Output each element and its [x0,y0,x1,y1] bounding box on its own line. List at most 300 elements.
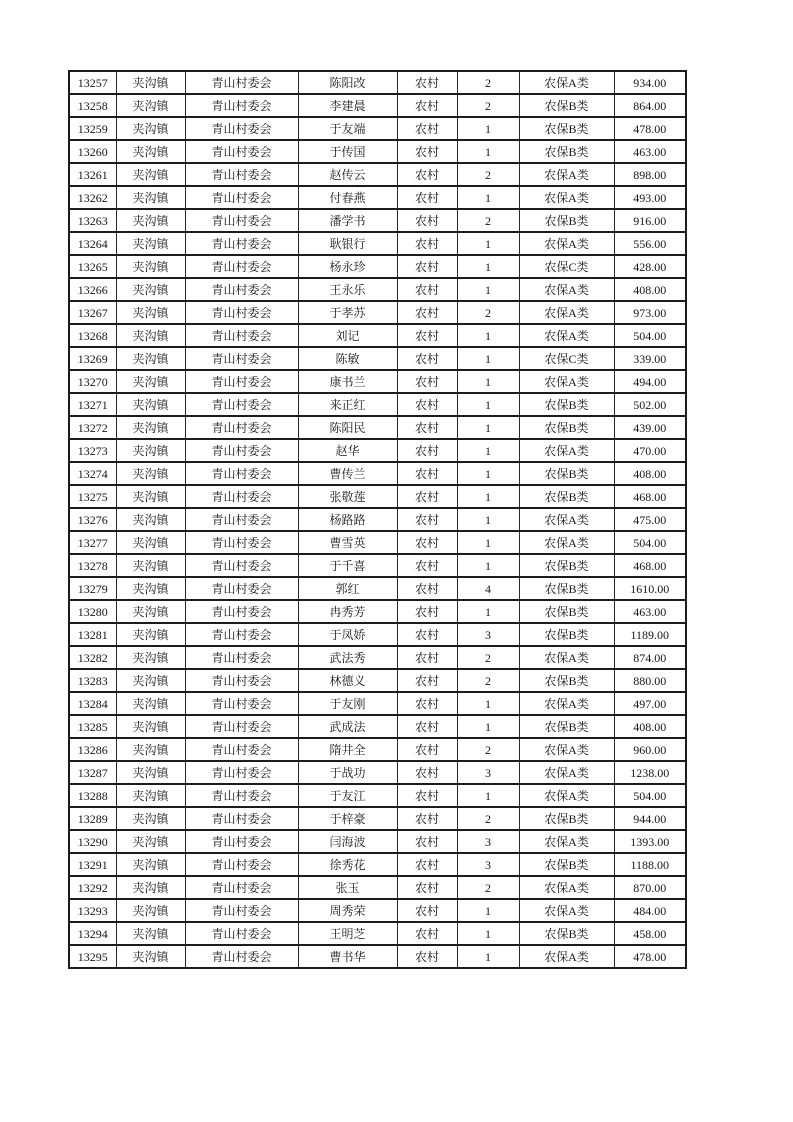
cell-serial: 13287 [69,761,116,784]
cell-count: 1 [457,416,519,439]
cell-serial: 13284 [69,692,116,715]
cell-serial: 13271 [69,393,116,416]
cell-town: 夹沟镇 [116,232,185,255]
cell-name: 于凤娇 [298,623,397,646]
table-row [69,439,686,462]
cell-village: 青山村委会 [185,186,298,209]
cell-town: 夹沟镇 [116,439,185,462]
cell-category: 农村 [397,209,457,232]
cell-count: 1 [457,945,519,968]
cell-town: 夹沟镇 [116,531,185,554]
cell-village: 青山村委会 [185,393,298,416]
cell-category: 农村 [397,669,457,692]
cell-town: 夹沟镇 [116,508,185,531]
cell-name: 杨永珍 [298,255,397,278]
table-row [69,209,686,232]
cell-village: 青山村委会 [185,876,298,899]
cell-town: 夹沟镇 [116,623,185,646]
cell-name: 于传国 [298,140,397,163]
cell-amount: 1189.00 [614,623,686,646]
cell-category: 农村 [397,324,457,347]
cell-count: 2 [457,807,519,830]
cell-serial: 13273 [69,439,116,462]
cell-village: 青山村委会 [185,761,298,784]
cell-name: 于友刚 [298,692,397,715]
cell-count: 1 [457,370,519,393]
cell-village: 青山村委会 [185,945,298,968]
cell-count: 2 [457,71,519,94]
table-row [69,600,686,623]
table-row [69,186,686,209]
cell-type: 农保A类 [519,646,614,669]
cell-type: 农保A类 [519,163,614,186]
cell-count: 3 [457,830,519,853]
table-row [69,577,686,600]
cell-name: 林德义 [298,669,397,692]
cell-serial: 13294 [69,922,116,945]
cell-type: 农保B类 [519,554,614,577]
cell-count: 1 [457,278,519,301]
cell-town: 夹沟镇 [116,830,185,853]
cell-type: 农保A类 [519,278,614,301]
cell-name: 王永乐 [298,278,397,301]
cell-count: 1 [457,140,519,163]
cell-type: 农保B类 [519,416,614,439]
cell-serial: 13276 [69,508,116,531]
cell-name: 隋井全 [298,738,397,761]
cell-serial: 13261 [69,163,116,186]
cell-type: 农保B类 [519,140,614,163]
cell-serial: 13277 [69,531,116,554]
table-row [69,554,686,577]
table-row [69,922,686,945]
cell-village: 青山村委会 [185,347,298,370]
cell-type: 农保A类 [519,899,614,922]
cell-town: 夹沟镇 [116,876,185,899]
cell-type: 农保A类 [519,439,614,462]
table-row [69,324,686,347]
cell-count: 1 [457,255,519,278]
cell-town: 夹沟镇 [116,692,185,715]
cell-serial: 13268 [69,324,116,347]
cell-amount: 497.00 [614,692,686,715]
cell-amount: 470.00 [614,439,686,462]
cell-town: 夹沟镇 [116,393,185,416]
cell-name: 李建晨 [298,94,397,117]
cell-type: 农保B类 [519,577,614,600]
cell-category: 农村 [397,784,457,807]
cell-amount: 1393.00 [614,830,686,853]
cell-count: 1 [457,462,519,485]
cell-village: 青山村委会 [185,232,298,255]
cell-category: 农村 [397,278,457,301]
cell-town: 夹沟镇 [116,255,185,278]
cell-name: 于梓豪 [298,807,397,830]
cell-type: 农保A类 [519,531,614,554]
cell-type: 农保B类 [519,807,614,830]
cell-type: 农保A类 [519,945,614,968]
cell-amount: 870.00 [614,876,686,899]
cell-serial: 13292 [69,876,116,899]
table-body [69,71,686,968]
cell-type: 农保C类 [519,255,614,278]
cell-amount: 504.00 [614,784,686,807]
cell-town: 夹沟镇 [116,646,185,669]
cell-amount: 934.00 [614,71,686,94]
cell-name: 张敬莲 [298,485,397,508]
cell-category: 农村 [397,370,457,393]
table-row [69,669,686,692]
cell-category: 农村 [397,715,457,738]
cell-count: 3 [457,623,519,646]
cell-type: 农保B类 [519,853,614,876]
cell-town: 夹沟镇 [116,669,185,692]
cell-amount: 504.00 [614,531,686,554]
cell-village: 青山村委会 [185,255,298,278]
cell-town: 夹沟镇 [116,945,185,968]
cell-serial: 13262 [69,186,116,209]
cell-village: 青山村委会 [185,830,298,853]
cell-category: 农村 [397,853,457,876]
cell-town: 夹沟镇 [116,600,185,623]
cell-village: 青山村委会 [185,439,298,462]
cell-amount: 898.00 [614,163,686,186]
table-row [69,462,686,485]
cell-type: 农保A类 [519,830,614,853]
cell-serial: 13264 [69,232,116,255]
cell-category: 农村 [397,922,457,945]
cell-amount: 494.00 [614,370,686,393]
cell-count: 3 [457,853,519,876]
cell-town: 夹沟镇 [116,140,185,163]
cell-village: 青山村委会 [185,140,298,163]
table-row [69,232,686,255]
cell-count: 1 [457,715,519,738]
cell-town: 夹沟镇 [116,71,185,94]
cell-town: 夹沟镇 [116,186,185,209]
cell-amount: 339.00 [614,347,686,370]
cell-village: 青山村委会 [185,646,298,669]
cell-village: 青山村委会 [185,784,298,807]
cell-category: 农村 [397,186,457,209]
cell-town: 夹沟镇 [116,554,185,577]
cell-village: 青山村委会 [185,738,298,761]
cell-count: 1 [457,899,519,922]
cell-name: 于友端 [298,117,397,140]
cell-type: 农保A类 [519,232,614,255]
cell-count: 1 [457,600,519,623]
table-row [69,508,686,531]
cell-name: 耿银行 [298,232,397,255]
cell-type: 农保B类 [519,209,614,232]
cell-count: 4 [457,577,519,600]
table-row [69,416,686,439]
cell-amount: 463.00 [614,600,686,623]
cell-name: 陈阳改 [298,71,397,94]
cell-category: 农村 [397,692,457,715]
cell-category: 农村 [397,807,457,830]
cell-serial: 13259 [69,117,116,140]
cell-category: 农村 [397,393,457,416]
cell-category: 农村 [397,899,457,922]
cell-name: 康书兰 [298,370,397,393]
cell-category: 农村 [397,416,457,439]
cell-category: 农村 [397,623,457,646]
cell-name: 来正红 [298,393,397,416]
cell-name: 付春燕 [298,186,397,209]
cell-amount: 458.00 [614,922,686,945]
table-row [69,715,686,738]
cell-name: 闫海波 [298,830,397,853]
cell-name: 潘学书 [298,209,397,232]
cell-count: 2 [457,738,519,761]
cell-village: 青山村委会 [185,715,298,738]
cell-type: 农保B类 [519,600,614,623]
cell-category: 农村 [397,462,457,485]
cell-town: 夹沟镇 [116,485,185,508]
cell-serial: 13282 [69,646,116,669]
cell-village: 青山村委会 [185,577,298,600]
cell-serial: 13285 [69,715,116,738]
cell-amount: 475.00 [614,508,686,531]
cell-village: 青山村委会 [185,301,298,324]
cell-serial: 13281 [69,623,116,646]
cell-amount: 478.00 [614,945,686,968]
cell-count: 1 [457,784,519,807]
cell-type: 农保A类 [519,692,614,715]
cell-serial: 13278 [69,554,116,577]
cell-village: 青山村委会 [185,807,298,830]
cell-town: 夹沟镇 [116,853,185,876]
cell-name: 郭红 [298,577,397,600]
cell-count: 1 [457,347,519,370]
cell-name: 王明芝 [298,922,397,945]
cell-name: 曹雪英 [298,531,397,554]
cell-village: 青山村委会 [185,692,298,715]
cell-count: 1 [457,439,519,462]
cell-category: 农村 [397,531,457,554]
cell-category: 农村 [397,71,457,94]
cell-village: 青山村委会 [185,853,298,876]
table-row [69,784,686,807]
cell-town: 夹沟镇 [116,209,185,232]
cell-amount: 428.00 [614,255,686,278]
cell-category: 农村 [397,301,457,324]
cell-serial: 13293 [69,899,116,922]
cell-count: 1 [457,531,519,554]
cell-amount: 1610.00 [614,577,686,600]
table-row [69,853,686,876]
cell-serial: 13267 [69,301,116,324]
cell-category: 农村 [397,439,457,462]
cell-type: 农保B类 [519,922,614,945]
cell-name: 陈阳民 [298,416,397,439]
cell-type: 农保A类 [519,71,614,94]
cell-count: 1 [457,508,519,531]
cell-village: 青山村委会 [185,71,298,94]
cell-amount: 468.00 [614,554,686,577]
cell-count: 1 [457,324,519,347]
cell-count: 1 [457,186,519,209]
cell-village: 青山村委会 [185,324,298,347]
cell-town: 夹沟镇 [116,117,185,140]
cell-type: 农保A类 [519,876,614,899]
cell-village: 青山村委会 [185,508,298,531]
cell-serial: 13265 [69,255,116,278]
cell-village: 青山村委会 [185,922,298,945]
cell-count: 1 [457,554,519,577]
cell-name: 刘记 [298,324,397,347]
cell-type: 农保B类 [519,393,614,416]
table-row [69,301,686,324]
cell-category: 农村 [397,94,457,117]
cell-count: 3 [457,761,519,784]
cell-serial: 13269 [69,347,116,370]
table-row [69,945,686,968]
cell-category: 农村 [397,485,457,508]
cell-name: 武成法 [298,715,397,738]
cell-category: 农村 [397,347,457,370]
cell-count: 1 [457,485,519,508]
cell-amount: 973.00 [614,301,686,324]
table-row [69,899,686,922]
cell-type: 农保B类 [519,94,614,117]
cell-category: 农村 [397,508,457,531]
cell-serial: 13275 [69,485,116,508]
cell-town: 夹沟镇 [116,301,185,324]
cell-serial: 13283 [69,669,116,692]
cell-amount: 484.00 [614,899,686,922]
table-row [69,140,686,163]
cell-category: 农村 [397,876,457,899]
cell-count: 1 [457,232,519,255]
cell-town: 夹沟镇 [116,715,185,738]
cell-village: 青山村委会 [185,94,298,117]
cell-type: 农保A类 [519,324,614,347]
cell-serial: 13279 [69,577,116,600]
cell-name: 冉秀芳 [298,600,397,623]
cell-name: 赵华 [298,439,397,462]
table-row [69,278,686,301]
cell-category: 农村 [397,738,457,761]
cell-town: 夹沟镇 [116,278,185,301]
cell-town: 夹沟镇 [116,347,185,370]
beneficiary-table [68,70,687,969]
cell-town: 夹沟镇 [116,577,185,600]
cell-amount: 1238.00 [614,761,686,784]
cell-count: 2 [457,646,519,669]
cell-serial: 13295 [69,945,116,968]
cell-type: 农保A类 [519,508,614,531]
cell-amount: 468.00 [614,485,686,508]
cell-name: 徐秀花 [298,853,397,876]
cell-name: 赵传云 [298,163,397,186]
cell-serial: 13272 [69,416,116,439]
cell-category: 农村 [397,761,457,784]
cell-serial: 13260 [69,140,116,163]
cell-amount: 1188.00 [614,853,686,876]
cell-town: 夹沟镇 [116,922,185,945]
cell-name: 曹书华 [298,945,397,968]
cell-town: 夹沟镇 [116,94,185,117]
cell-type: 农保B类 [519,117,614,140]
cell-serial: 13280 [69,600,116,623]
cell-name: 于千喜 [298,554,397,577]
table-row [69,830,686,853]
table-row [69,646,686,669]
cell-village: 青山村委会 [185,416,298,439]
table-row [69,347,686,370]
cell-category: 农村 [397,163,457,186]
cell-name: 陈敏 [298,347,397,370]
cell-village: 青山村委会 [185,209,298,232]
table-row [69,485,686,508]
table-row [69,761,686,784]
cell-village: 青山村委会 [185,117,298,140]
cell-type: 农保A类 [519,370,614,393]
cell-name: 武法秀 [298,646,397,669]
table-row [69,623,686,646]
cell-name: 曹传兰 [298,462,397,485]
cell-category: 农村 [397,577,457,600]
cell-amount: 502.00 [614,393,686,416]
cell-village: 青山村委会 [185,462,298,485]
table-row [69,393,686,416]
cell-village: 青山村委会 [185,600,298,623]
cell-serial: 13290 [69,830,116,853]
cell-village: 青山村委会 [185,163,298,186]
cell-name: 于战功 [298,761,397,784]
cell-town: 夹沟镇 [116,462,185,485]
table-row [69,807,686,830]
cell-serial: 13291 [69,853,116,876]
cell-type: 农保A类 [519,186,614,209]
cell-town: 夹沟镇 [116,163,185,186]
cell-type: 农保B类 [519,715,614,738]
cell-town: 夹沟镇 [116,738,185,761]
table-row [69,163,686,186]
cell-amount: 960.00 [614,738,686,761]
cell-village: 青山村委会 [185,623,298,646]
cell-amount: 916.00 [614,209,686,232]
table-row [69,255,686,278]
cell-serial: 13258 [69,94,116,117]
cell-count: 2 [457,163,519,186]
cell-amount: 408.00 [614,278,686,301]
cell-town: 夹沟镇 [116,761,185,784]
cell-amount: 493.00 [614,186,686,209]
cell-type: 农保B类 [519,669,614,692]
cell-count: 2 [457,209,519,232]
cell-amount: 463.00 [614,140,686,163]
cell-amount: 880.00 [614,669,686,692]
cell-category: 农村 [397,232,457,255]
cell-amount: 504.00 [614,324,686,347]
cell-name: 于友江 [298,784,397,807]
cell-town: 夹沟镇 [116,416,185,439]
cell-name: 于孝苏 [298,301,397,324]
table-row [69,71,686,94]
cell-count: 2 [457,94,519,117]
cell-village: 青山村委会 [185,370,298,393]
cell-serial: 13263 [69,209,116,232]
cell-category: 农村 [397,117,457,140]
cell-type: 农保A类 [519,738,614,761]
cell-type: 农保A类 [519,784,614,807]
table-row [69,117,686,140]
cell-category: 农村 [397,554,457,577]
cell-count: 1 [457,393,519,416]
